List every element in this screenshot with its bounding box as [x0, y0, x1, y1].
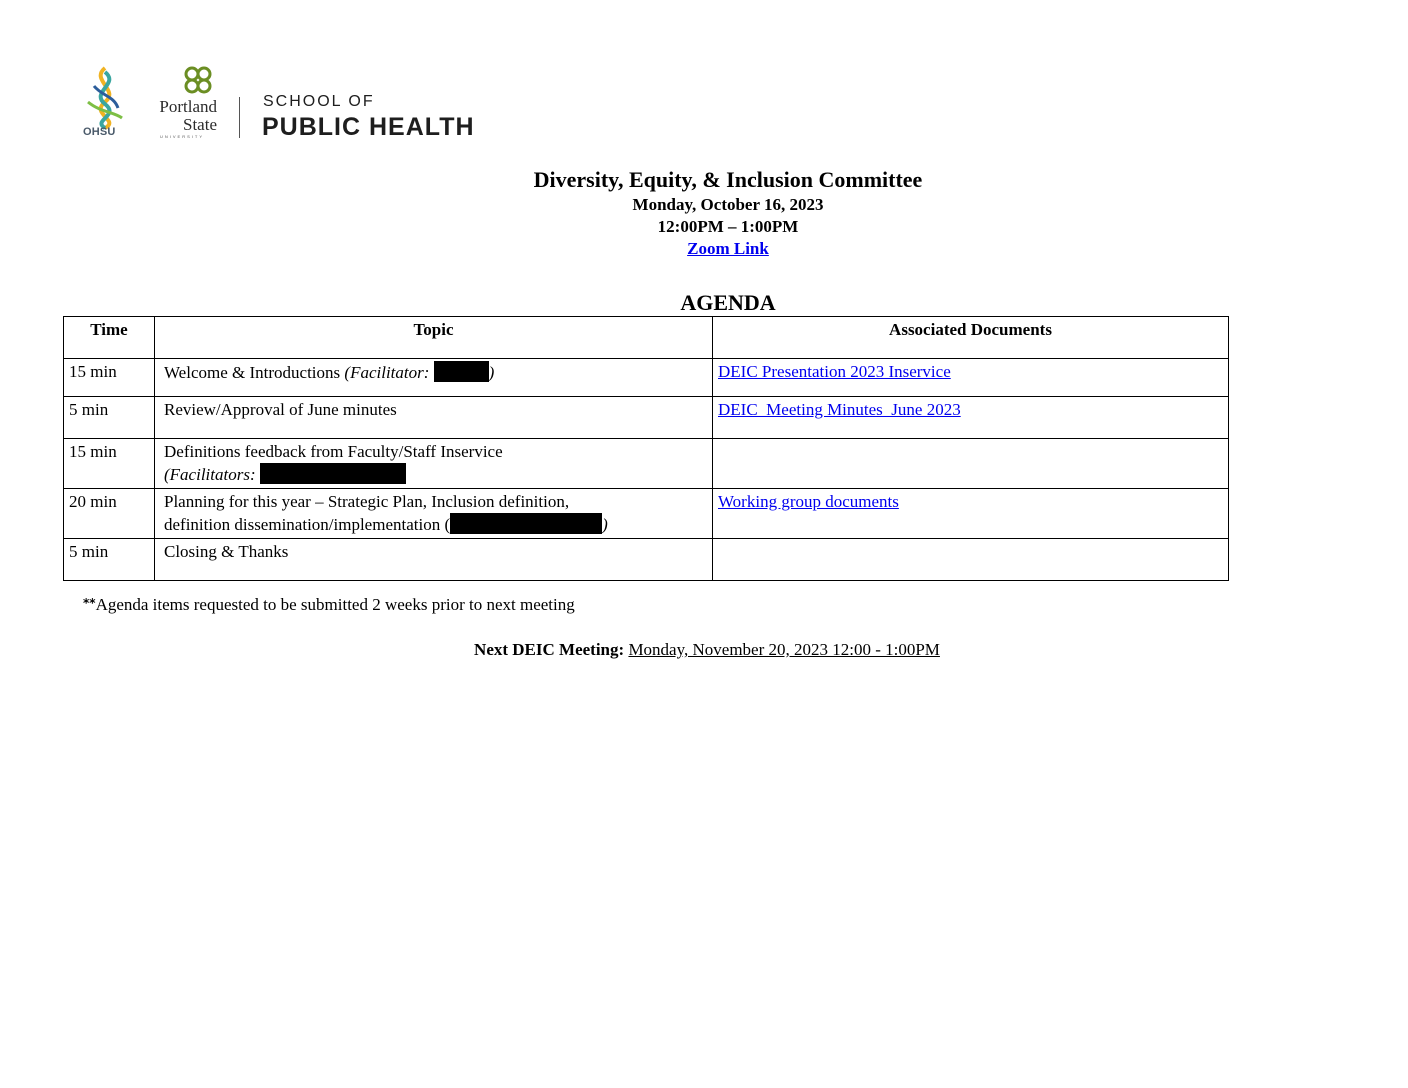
footnote-text: Agenda items requested to be submitted 2 weeks prior to next meeting	[95, 595, 575, 614]
column-header-documents: Associated Documents	[713, 317, 1229, 359]
open-paren: (	[444, 515, 451, 534]
psu-mark-icon	[180, 62, 216, 98]
header-logos	[80, 62, 520, 144]
row-time: 15 min	[64, 359, 155, 397]
table-row	[64, 397, 1229, 439]
next-meeting-value: Monday, November 20, 2023 12:00 - 1:00PM	[628, 640, 940, 659]
row-time: 5 min	[64, 397, 155, 439]
facilitator-label: (Facilitator:	[344, 363, 434, 382]
facilitator-label: (Facilitators:	[164, 465, 260, 484]
next-meeting	[0, 640, 1408, 660]
closing-paren: )	[602, 515, 608, 534]
psu-university-label: UNIVERSITY	[160, 134, 205, 139]
row-document	[713, 539, 1229, 581]
school-name-line1: SCHOOL OF	[263, 93, 375, 110]
row-time: 15 min	[64, 439, 155, 489]
meeting-time: 12:00PM – 1:00PM	[657, 217, 799, 236]
topic-text-line2: definition dissemination/implementation	[164, 515, 445, 534]
table-row	[64, 359, 1229, 397]
meeting-title: Diversity, Equity, & Inclusion Committee	[533, 167, 923, 192]
psu-name-line2: State	[183, 115, 217, 134]
row-document	[713, 489, 1229, 539]
meeting-date: Monday, October 16, 2023	[632, 195, 824, 214]
ohsu-label: OHSU	[83, 126, 116, 138]
row-topic: Closing & Thanks	[155, 539, 713, 581]
zoom-link-line	[0, 239, 1408, 259]
column-header-time: Time	[64, 317, 155, 359]
redaction-box	[450, 513, 602, 534]
footnote-stars: **	[83, 596, 96, 610]
document-link[interactable]: DEIC Presentation 2023 Inservice	[718, 362, 951, 381]
topic-text: Welcome & Introductions	[164, 363, 345, 382]
row-topic: Review/Approval of June minutes	[155, 397, 713, 439]
document-link[interactable]: DEIC_Meeting Minutes_June 2023	[718, 400, 961, 419]
school-name-line2: PUBLIC HEALTH	[262, 113, 475, 141]
row-time: 20 min	[64, 489, 155, 539]
row-document	[713, 397, 1229, 439]
agenda-heading: AGENDA	[680, 290, 776, 315]
table-header-row	[64, 317, 1229, 359]
next-meeting-label: Next DEIC Meeting:	[474, 640, 625, 659]
row-topic	[155, 359, 713, 397]
row-time: 5 min	[64, 539, 155, 581]
redaction-box	[260, 463, 406, 484]
table-row	[64, 489, 1229, 539]
row-document	[713, 359, 1229, 397]
agenda-table	[63, 316, 1229, 581]
table-row	[64, 539, 1229, 581]
closing-paren: )	[488, 363, 495, 382]
agenda-footnote	[83, 595, 575, 615]
table-row	[64, 439, 1229, 489]
zoom-link[interactable]: Zoom Link	[687, 239, 769, 258]
topic-text: Definitions feedback from Faculty/Staff Inservice	[164, 442, 503, 461]
row-document	[713, 439, 1229, 489]
logo-divider	[239, 97, 240, 138]
topic-text: Planning for this year – Strategic Plan, Inclusion definition,	[164, 492, 570, 511]
row-topic	[155, 439, 713, 489]
column-header-topic: Topic	[155, 317, 713, 359]
redaction-box	[434, 361, 489, 382]
psu-name-line1: Portland	[159, 97, 217, 116]
row-topic	[155, 489, 713, 539]
psu-name	[149, 98, 217, 134]
document-link[interactable]: Working group documents	[718, 492, 899, 511]
